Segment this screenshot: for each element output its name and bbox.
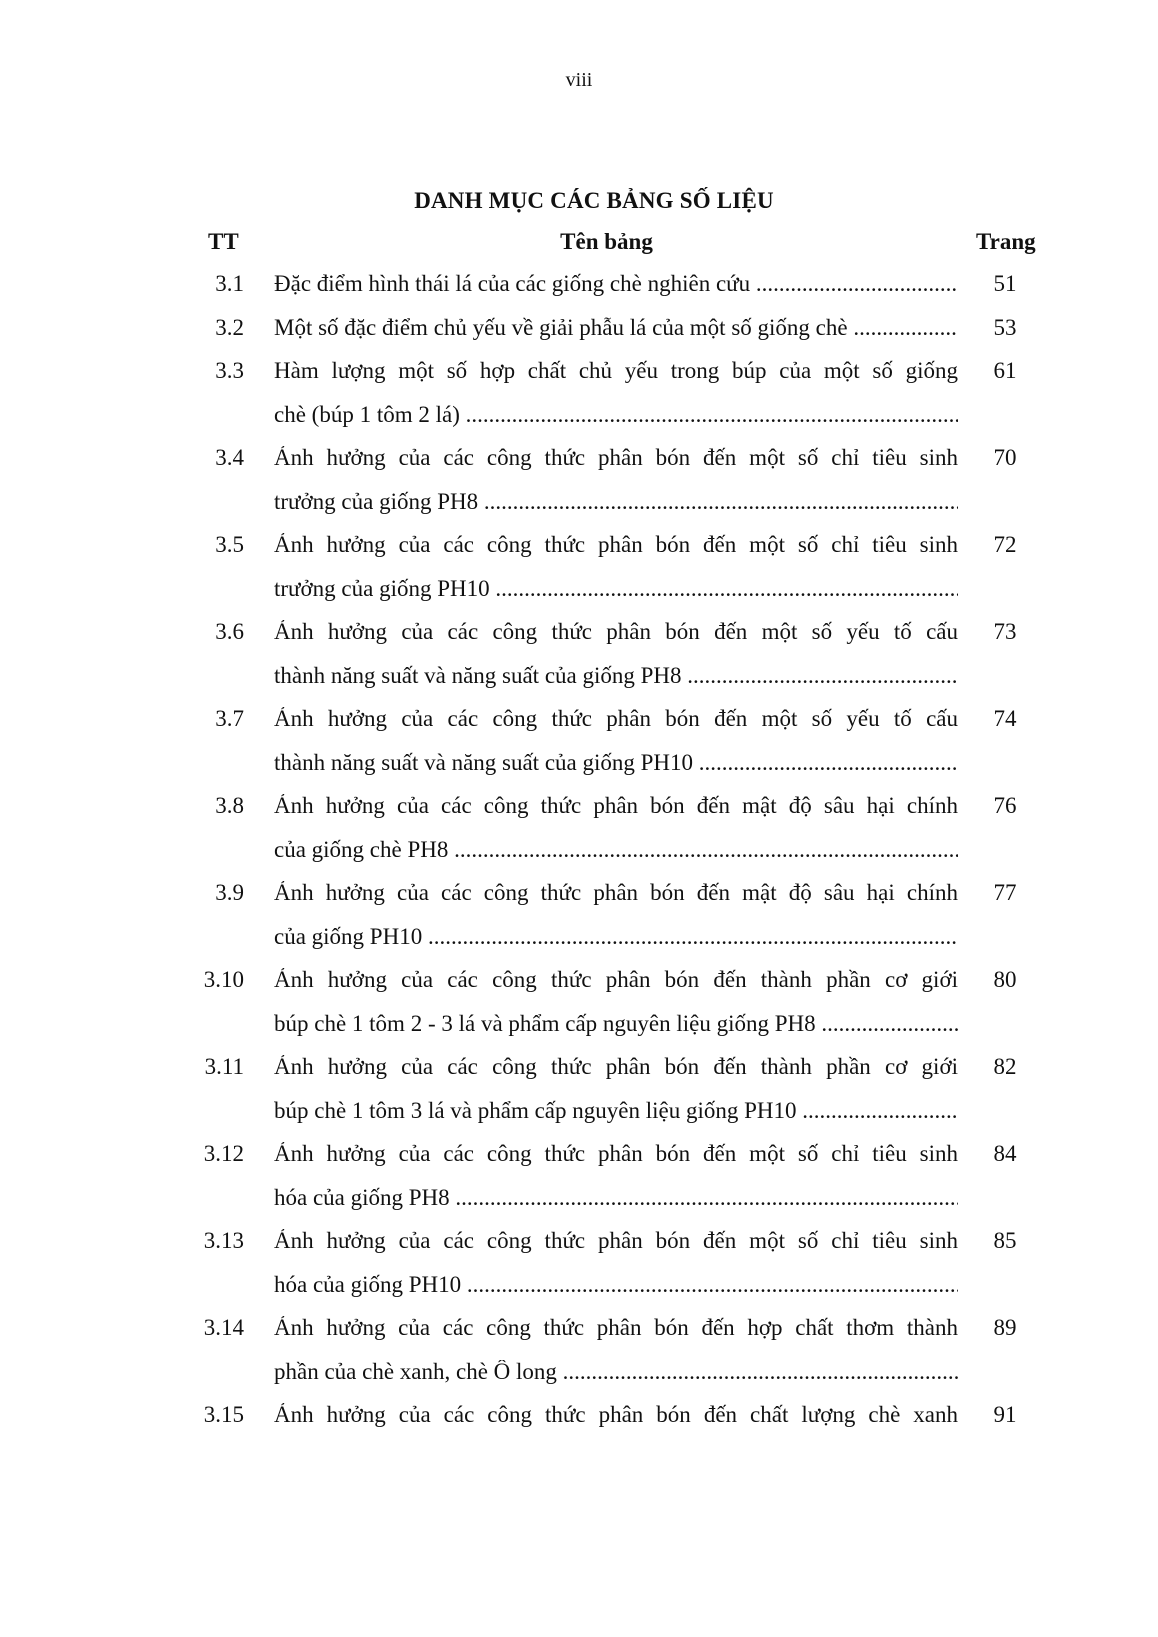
entry-number: 3.1 — [215, 271, 244, 296]
entry-page-number: 82 — [993, 1054, 1017, 1079]
entry-title-line: Ảnh hưởng của các công thức phân bón đến một số yếu tố cấu — [274, 707, 958, 731]
entry-title — [274, 620, 958, 707]
list-item — [0, 968, 1158, 1055]
entry-title-line: của giống PH10 ..... — [274, 925, 958, 969]
list-item — [0, 1316, 1158, 1403]
entry-title-line: Ảnh hưởng của các công thức phân bón đến mật độ sâu hại chính — [274, 794, 958, 818]
entry-title-line: Ảnh hưởng của các công thức phân bón đến một số chỉ tiêu sinh — [274, 1142, 958, 1166]
entry-title-line: Ảnh hưởng của các công thức phân bón đến một số chỉ tiêu sinh — [274, 533, 958, 557]
entry-title — [274, 272, 958, 316]
list-item — [0, 881, 1158, 968]
entry-page-number: 53 — [993, 314, 1017, 340]
entry-page-number: 84 — [993, 1141, 1017, 1166]
table-list — [0, 272, 1158, 1447]
entry-title-line: Một số đặc điểm chủ yếu về giải phẫu lá của một số giống chè ..... — [274, 316, 958, 360]
entry-title-line: trưởng của giống PH10 ..... — [274, 577, 958, 621]
entry-page-number: 76 — [993, 793, 1017, 818]
list-item — [0, 1055, 1158, 1142]
entry-title-line: trưởng của giống PH8 ..... — [274, 490, 958, 534]
column-header-table-name: Tên bảng — [560, 229, 653, 254]
list-item — [0, 1229, 1158, 1316]
entry-number: 3.3 — [215, 358, 244, 383]
entry-title-line: búp chè 1 tôm 2 - 3 lá và phẩm cấp nguyên liệu giống PH8 ..... — [274, 1012, 958, 1056]
entry-page-number: 89 — [993, 1315, 1017, 1340]
entry-title-line: Ảnh hưởng của các công thức phân bón đến thành phần cơ giới — [274, 1055, 958, 1079]
entry-title — [274, 881, 958, 968]
list-item — [0, 446, 1158, 533]
entry-title-line: Ảnh hưởng của các công thức phân bón đến thành phần cơ giới — [274, 968, 958, 992]
entry-number: 3.10 — [203, 967, 244, 992]
entry-title-line: hóa của giống PH10 ..... — [274, 1273, 958, 1317]
list-item — [0, 533, 1158, 620]
entry-page-number: 70 — [993, 445, 1017, 470]
entry-title — [274, 1142, 958, 1229]
list-item — [0, 1142, 1158, 1229]
page-title: DANH MỤC CÁC BẢNG SỐ LIỆU — [414, 188, 774, 213]
entry-title-line: thành năng suất và năng suất của giống PH8 ..... — [274, 664, 958, 708]
list-item — [0, 620, 1158, 707]
list-item — [0, 359, 1158, 446]
entry-number: 3.14 — [203, 1315, 244, 1340]
entry-title — [274, 446, 958, 533]
entry-title-line: thành năng suất và năng suất của giống PH10 ..... — [274, 751, 958, 795]
entry-page-number: 72 — [993, 532, 1017, 557]
column-header-tt: TT — [208, 229, 239, 254]
entry-page-number: 73 — [993, 619, 1017, 644]
entry-title-line: Ảnh hưởng của các công thức phân bón đến hợp chất thơm thành — [274, 1316, 958, 1340]
entry-number: 3.8 — [215, 793, 244, 818]
entry-number: 3.2 — [215, 314, 244, 340]
entry-title — [274, 1055, 958, 1142]
entry-number: 3.9 — [215, 880, 244, 905]
list-item — [0, 1403, 1158, 1447]
entry-number: 3.7 — [215, 706, 244, 731]
entry-page-number: 51 — [993, 271, 1017, 296]
list-item — [0, 272, 1158, 316]
entry-title-line: Đặc điểm hình thái lá của các giống chè nghiên cứu ..... — [274, 272, 958, 316]
entry-title — [274, 968, 958, 1055]
entry-title-line: Ảnh hưởng của các công thức phân bón đến một số chỉ tiêu sinh — [274, 1229, 958, 1253]
entry-title-line: Ảnh hưởng của các công thức phân bón đến một số yếu tố cấu — [274, 620, 958, 644]
entry-title-line: chè (búp 1 tôm 2 lá) ..... — [274, 403, 958, 447]
entry-title — [274, 794, 958, 881]
entry-number: 3.13 — [203, 1228, 244, 1253]
entry-title-line: Ảnh hưởng của các công thức phân bón đến mật độ sâu hại chính — [274, 881, 958, 905]
entry-title — [274, 1229, 958, 1316]
entry-page-number: 74 — [993, 706, 1017, 731]
entry-title — [274, 533, 958, 620]
entry-number: 3.4 — [215, 445, 244, 470]
entry-number: 3.5 — [215, 532, 244, 557]
entry-title — [274, 359, 958, 446]
entry-page-number: 91 — [993, 1402, 1017, 1427]
entry-title — [274, 316, 958, 360]
entry-title — [274, 1316, 958, 1403]
page-number: viii — [565, 69, 593, 91]
entry-page-number: 85 — [993, 1228, 1017, 1253]
entry-title-line: Hàm lượng một số hợp chất chủ yếu trong búp của một số giống — [274, 359, 958, 383]
column-header-page: Trang — [976, 229, 1036, 254]
entry-title-line: hóa của giống PH8 ..... — [274, 1186, 958, 1230]
entry-page-number: 80 — [993, 967, 1017, 992]
entry-title — [274, 707, 958, 794]
list-item — [0, 794, 1158, 881]
entry-number: 3.11 — [204, 1054, 244, 1079]
entry-page-number: 77 — [993, 880, 1017, 905]
entry-title — [274, 1403, 958, 1447]
entry-title-line: phần của chè xanh, chè Ô long ..... — [274, 1360, 958, 1404]
list-item — [0, 316, 1158, 360]
entry-number: 3.6 — [215, 619, 244, 644]
entry-page-number: 61 — [993, 358, 1017, 383]
entry-title-line: của giống chè PH8 ..... — [274, 838, 958, 882]
entry-title-line: Ảnh hưởng của các công thức phân bón đến một số chỉ tiêu sinh — [274, 446, 958, 470]
entry-title-line: búp chè 1 tôm 3 lá và phẩm cấp nguyên liệu giống PH10 ..... — [274, 1099, 958, 1143]
entry-number: 3.15 — [203, 1402, 244, 1427]
list-item — [0, 707, 1158, 794]
entry-number: 3.12 — [203, 1141, 244, 1166]
entry-title-line: Ảnh hưởng của các công thức phân bón đến chất lượng chè xanh — [274, 1403, 958, 1427]
